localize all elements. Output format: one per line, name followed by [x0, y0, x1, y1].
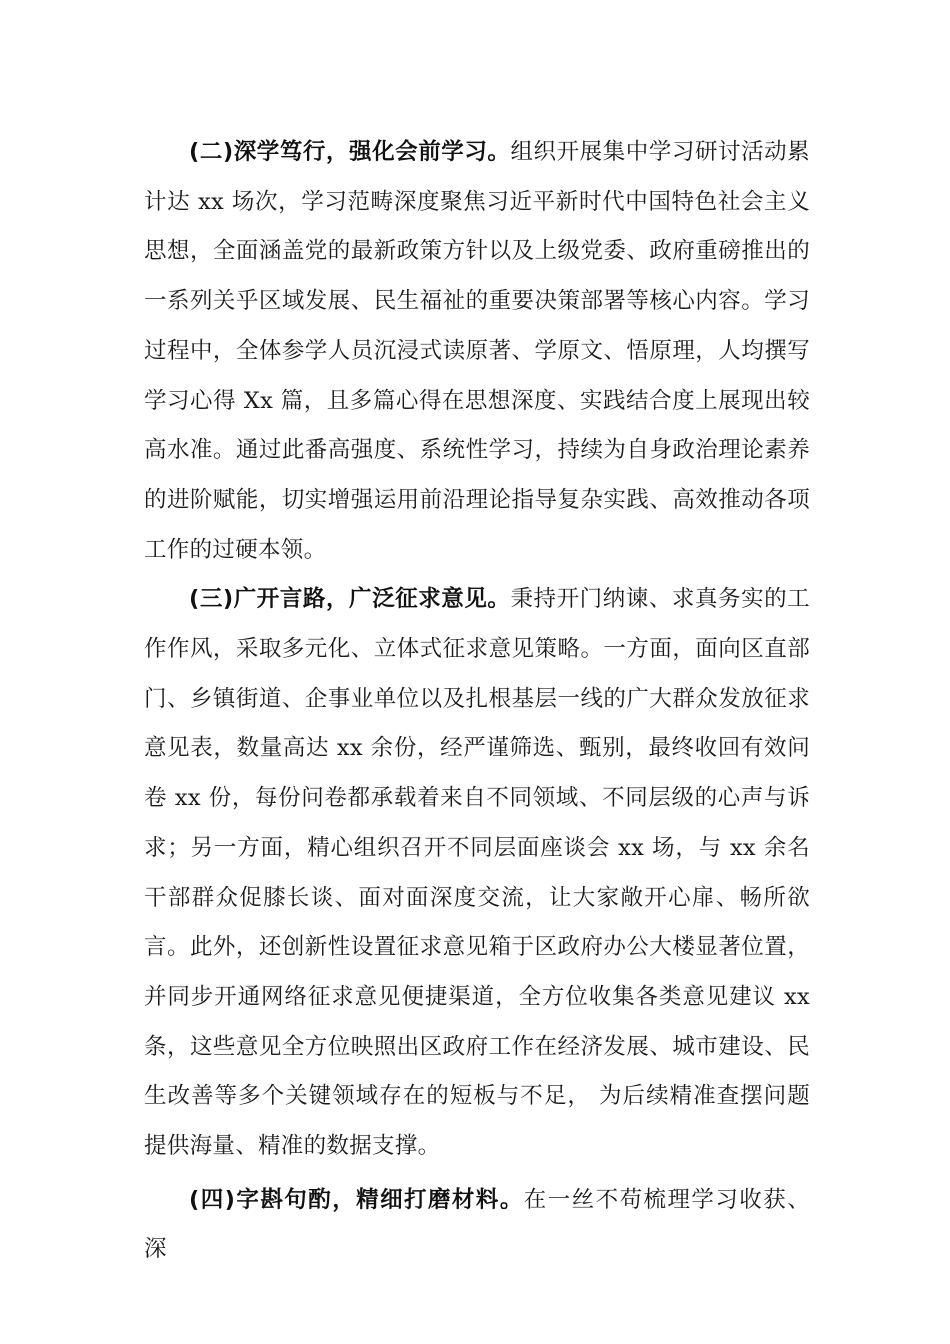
- paragraph-text: 在一丝不苟梳理学习收获、 深: [144, 1186, 810, 1263]
- paragraph-text: 秉持开门纳谏、求真务实的工作作风，采取多元化、立体式征求意见策略。一方面，面向区直部门、乡镇街道、企事业单位以及扎根基层一线的广大群众发放征求意见表，数量高达 xx 余份，经严谨筛选、甄别，最终收回有效问卷 xx 份，每份问卷都承载着来自不同领域、不同层级的心声与诉求；另一方面，精心组织召开不同层面座谈会 xx 场，与 xx 余名干部群众促膝长谈、面对面深度交流，让大家敞开心扉、畅所欲言。此外，还创新性设置征求意见箱于区政府办公大楼显著位置，并同步开通网络征求意见便捷渠道，全方位收集各类意见建议 xx 条，这些意见全方位映照出区政府工作在经济发展、城市建设、民生改善等多个关键领域存在的短板与不足， 为后续精准查摆问题提供海量、精准的数据支撑。: [144, 586, 810, 1160]
- paragraph-study: [144, 128, 810, 575]
- document-body: [144, 128, 810, 1275]
- paragraph-heading: (二)深学笃行，强化会前学习。: [189, 139, 511, 165]
- paragraph-heading: (三)广开言路，广泛征求意见。: [189, 586, 511, 613]
- paragraph-heading: (四)字斟句酌，精细打磨材料。: [189, 1186, 524, 1213]
- paragraph-text: 组织开展集中学习研讨活动累计达 xx 场次，学习范畴深度聚焦习近平新时代中国特色社会主义思想，全面涵盖党的最新政策方针以及上级党委、政府重磅推出的一系列关乎区域发展、民生福祉的重要决策部署等核心内容。学习过程中，全体参学人员沉浸式读原著、学原文、悟原理，人均撰写学习心得 Xx 篇，且多篇心得在思想深度、实践结合度上展现出较高水准。通过此番高强度、系统性学习，持续为自身政治理论素养的进阶赋能，切实增强运用前沿理论指导复杂实践、高效推动各项工作的过硬本领。: [144, 139, 810, 563]
- paragraph-materials: [144, 1176, 810, 1275]
- paragraph-opinions: [144, 575, 810, 1171]
